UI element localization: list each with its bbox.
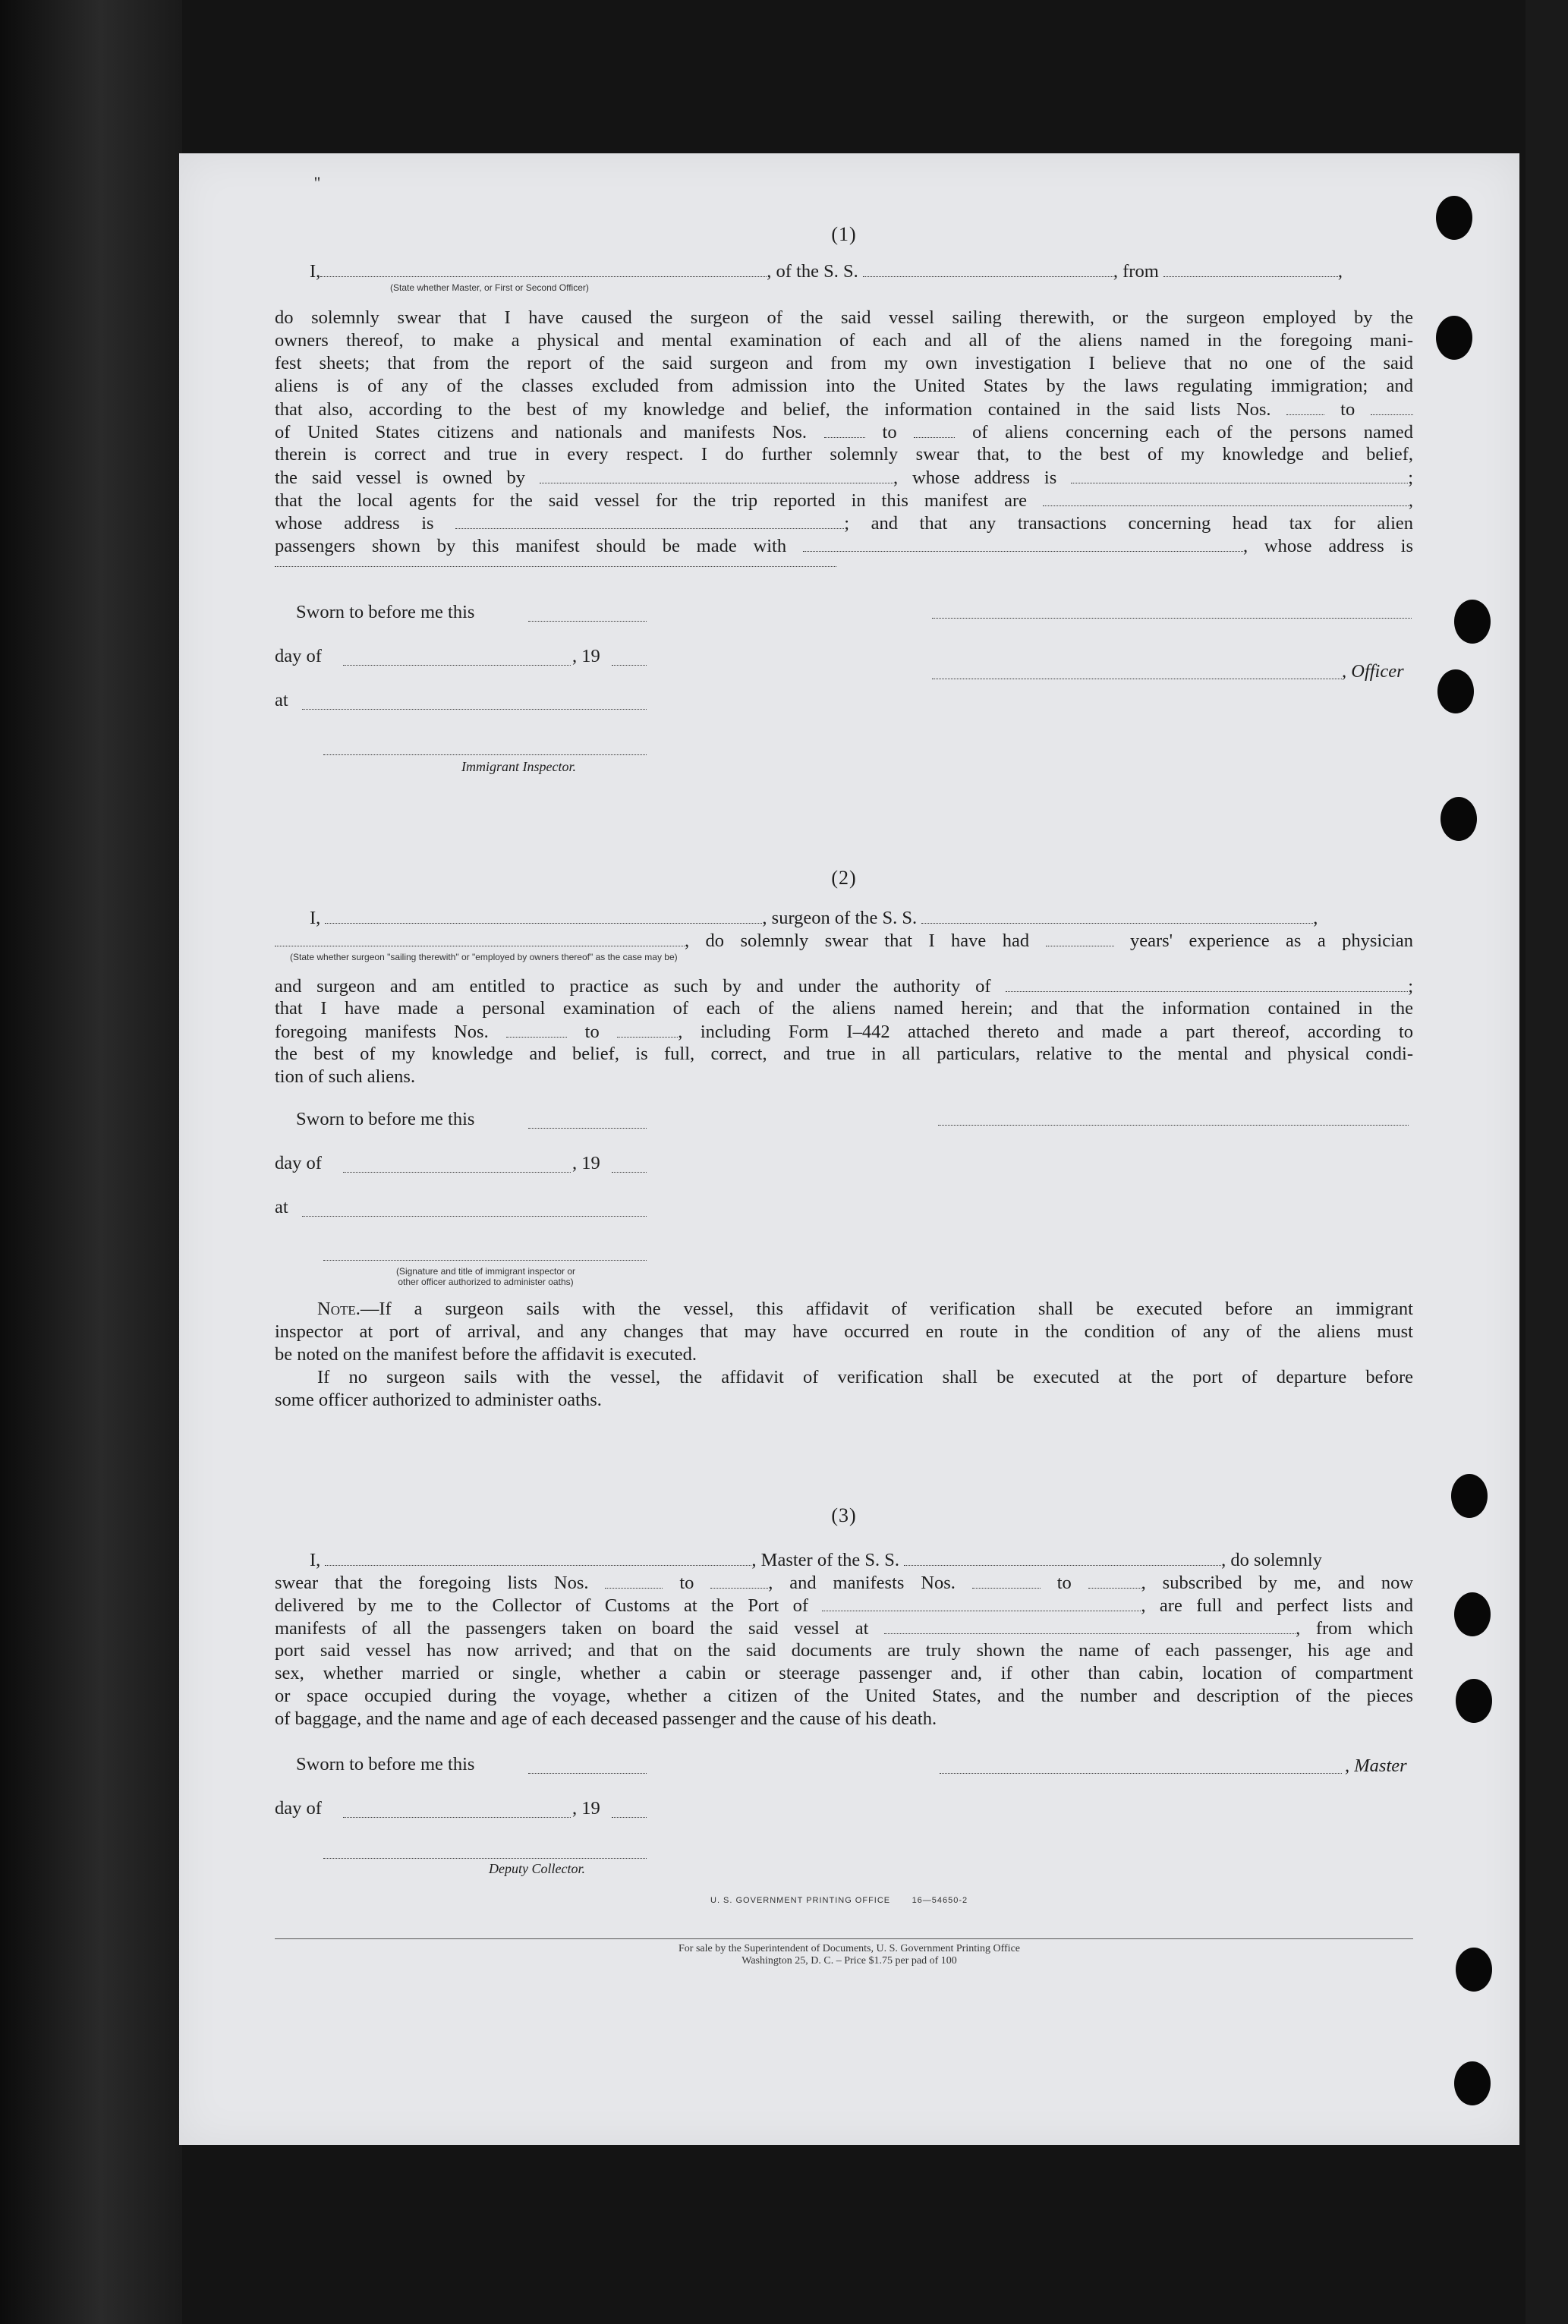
at-label: at [275, 690, 288, 710]
punch-hole [1451, 1474, 1488, 1518]
officer-label: , Officer [1342, 661, 1404, 682]
officer-signature-field[interactable] [932, 618, 1412, 619]
affidavit-section-2 [275, 867, 1413, 1489]
year-field[interactable] [612, 1172, 647, 1173]
oath-line: do solemnly swear that I have caused the surgeon of the said vessel sailing therewith, or the surgeon employed by the [275, 307, 1413, 328]
surgeon-signature-field[interactable] [938, 1125, 1409, 1126]
year-label: , 19 [572, 1798, 600, 1819]
punch-hole [1440, 797, 1477, 841]
scan-mark: '' [314, 173, 320, 192]
scan-background-left [0, 0, 182, 2324]
place-field[interactable] [302, 709, 647, 710]
surgeon-note: Note.—If a surgeon sails with the vessel, this affidavit of verification shall be executed before an immigrant inspector at port of arrival, and any changes that may have occurred en route in the condition of any of the aliens must be noted on the manifest before the affidavit is executed. If no surgeon sails with the vessel, the affidavit of verification shall be executed at the port of departure before some officer authorized to administer oaths. [275, 1299, 1413, 1410]
officer-signature-field[interactable] [323, 1260, 647, 1261]
punch-hole [1454, 600, 1491, 644]
manifest-form-page [179, 153, 1519, 2145]
sworn-date-field[interactable] [528, 621, 647, 622]
sworn-label: Sworn to before me this [296, 1109, 475, 1129]
collector-caption: Deputy Collector. [489, 1861, 585, 1876]
punch-hole [1456, 1679, 1492, 1723]
master-line-3: delivered by me to the Collector of Customs at the Port of , are full and perfect lists and [275, 1595, 1414, 1616]
section-number: (3) [831, 1504, 857, 1526]
oath-line-agents: that the local agents for the said vessel for the trip reported in this manifest are , [275, 490, 1414, 511]
punch-hole [1436, 196, 1472, 240]
master-label: , Master [1345, 1756, 1407, 1776]
master-line: port said vessel has now arrived; and that on the said documents are truly shown the name of each passenger, his age and [275, 1640, 1413, 1661]
officer-rank-note: (State whether Master, or First or Second Officer) [390, 282, 589, 293]
punch-hole [1454, 1592, 1491, 1636]
surgeon-line: tion of such aliens. [275, 1066, 416, 1087]
oath-line: aliens is of any of the classes excluded from admission into the United States by the laws regulating immigration; and [275, 376, 1413, 396]
continuation-line [275, 566, 836, 567]
section-number: (2) [831, 867, 857, 889]
place-field[interactable] [302, 1216, 647, 1217]
punch-hole [1437, 669, 1474, 713]
oath-line-address: whose address is ; and that any transactions concerning head tax for alien [275, 513, 1414, 534]
sworn-date-field[interactable] [528, 1773, 647, 1774]
surgeon-line-manifests: foregoing manifests Nos. to , including Form I–442 attached thereto and made a part thereof, according to [275, 1022, 1414, 1042]
oath-line: therein is correct and true in every respect. I do further solemnly swear that, to the best of my knowledge and belief, [275, 444, 1413, 464]
day-month-field[interactable] [343, 665, 571, 666]
inspector-caption: Immigrant Inspector. [461, 759, 576, 774]
surgeon-type-note: (State whether surgeon "sailing therewith" or "employed by owners thereof" as the case may be) [290, 952, 678, 962]
day-of-label: day of [275, 1798, 322, 1819]
master-signature-field[interactable] [940, 1773, 1342, 1774]
punch-hole [1454, 2061, 1491, 2105]
note-label: Note. [317, 1299, 361, 1319]
sworn-label: Sworn to before me this [296, 1754, 475, 1774]
surgeon-line: that I have made a personal examination of each of the aliens named herein; and that the information contained in the [275, 998, 1413, 1019]
sworn-date-field[interactable] [528, 1128, 647, 1129]
at-label: at [275, 1197, 288, 1217]
master-line: sex, whether married or single, whether a cabin or steerage passenger and, if other than cabin, location of compartment [275, 1663, 1413, 1683]
oath-line-1: I, , of the S. S. , from , [310, 261, 1343, 282]
year-field[interactable] [612, 665, 647, 666]
oath-line-lists: that also, according to the best of my knowledge and belief, the information contained in the said lists Nos. to [275, 398, 1413, 421]
oath-line-owner: the said vessel is owned by , whose address is ; [275, 468, 1413, 488]
master-line: or space occupied during the voyage, whether a citizen of the United States, and the number and description of the pieces [275, 1686, 1413, 1706]
master-line-1: I, , Master of the S. S. , do solemnly [310, 1550, 1322, 1570]
surgeon-line-2: , do solemnly swear that I have had years' experience as a physician [275, 929, 1413, 953]
oath-line-manifests: of United States citizens and nationals and manifests Nos. to of aliens concerning each of the persons named [275, 422, 1414, 442]
collector-signature-field[interactable] [323, 1858, 647, 1859]
oath-line-head-tax: passengers shown by this manifest should be made with , whose address is [275, 536, 1414, 556]
year-label: , 19 [572, 1153, 600, 1173]
affidavit-section-1 [275, 223, 1413, 929]
oath-line: fest sheets; that from the report of the said surgeon and from my own investigation I believe that no one of the said [275, 353, 1413, 373]
year-field[interactable] [612, 1817, 647, 1818]
day-of-label: day of [275, 646, 322, 666]
day-month-field[interactable] [343, 1817, 571, 1818]
master-line-2: swear that the foregoing lists Nos. to , and manifests Nos. to , subscribed by me, and now [275, 1573, 1414, 1593]
surgeon-line-3: and surgeon and am entitled to practice as such by and under the authority of ; [275, 976, 1414, 997]
day-month-field[interactable] [343, 1172, 571, 1173]
sale-notice: For sale by the Superintendent of Documents, U. S. Government Printing Office Washington 25, D. C. – Price $1.75 per pad of 100 [679, 1943, 1020, 1967]
year-label: , 19 [572, 646, 600, 666]
punch-hole [1436, 316, 1472, 360]
surgeon-line-1: I, , surgeon of the S. S. , [310, 908, 1318, 928]
surgeon-line: the best of my knowledge and belief, is full, correct, and true in all particulars, relative to the mental and physical condi- [275, 1044, 1413, 1064]
scan-background-right [1525, 0, 1568, 2324]
section-number: (1) [831, 223, 857, 245]
oath-line: owners thereof, to make a physical and mental examination of each and all of the aliens named in the foregoing mani- [275, 330, 1413, 351]
inspector-signature-field[interactable] [323, 754, 647, 755]
day-of-label: day of [275, 1153, 322, 1173]
printing-office-imprint: U. S. GOVERNMENT PRINTING OFFICE 16—54650-2 [710, 1896, 968, 1905]
signature-note: (Signature and title of immigrant inspector or other officer authorized to administer oaths) [395, 1266, 576, 1287]
sworn-label: Sworn to before me this [296, 602, 475, 622]
master-line: of baggage, and the name and age of each deceased passenger and the cause of his death. [275, 1708, 937, 1729]
master-line-4: manifests of all the passengers taken on board the said vessel at , from which [275, 1618, 1414, 1639]
footer-divider [275, 1938, 1413, 1939]
